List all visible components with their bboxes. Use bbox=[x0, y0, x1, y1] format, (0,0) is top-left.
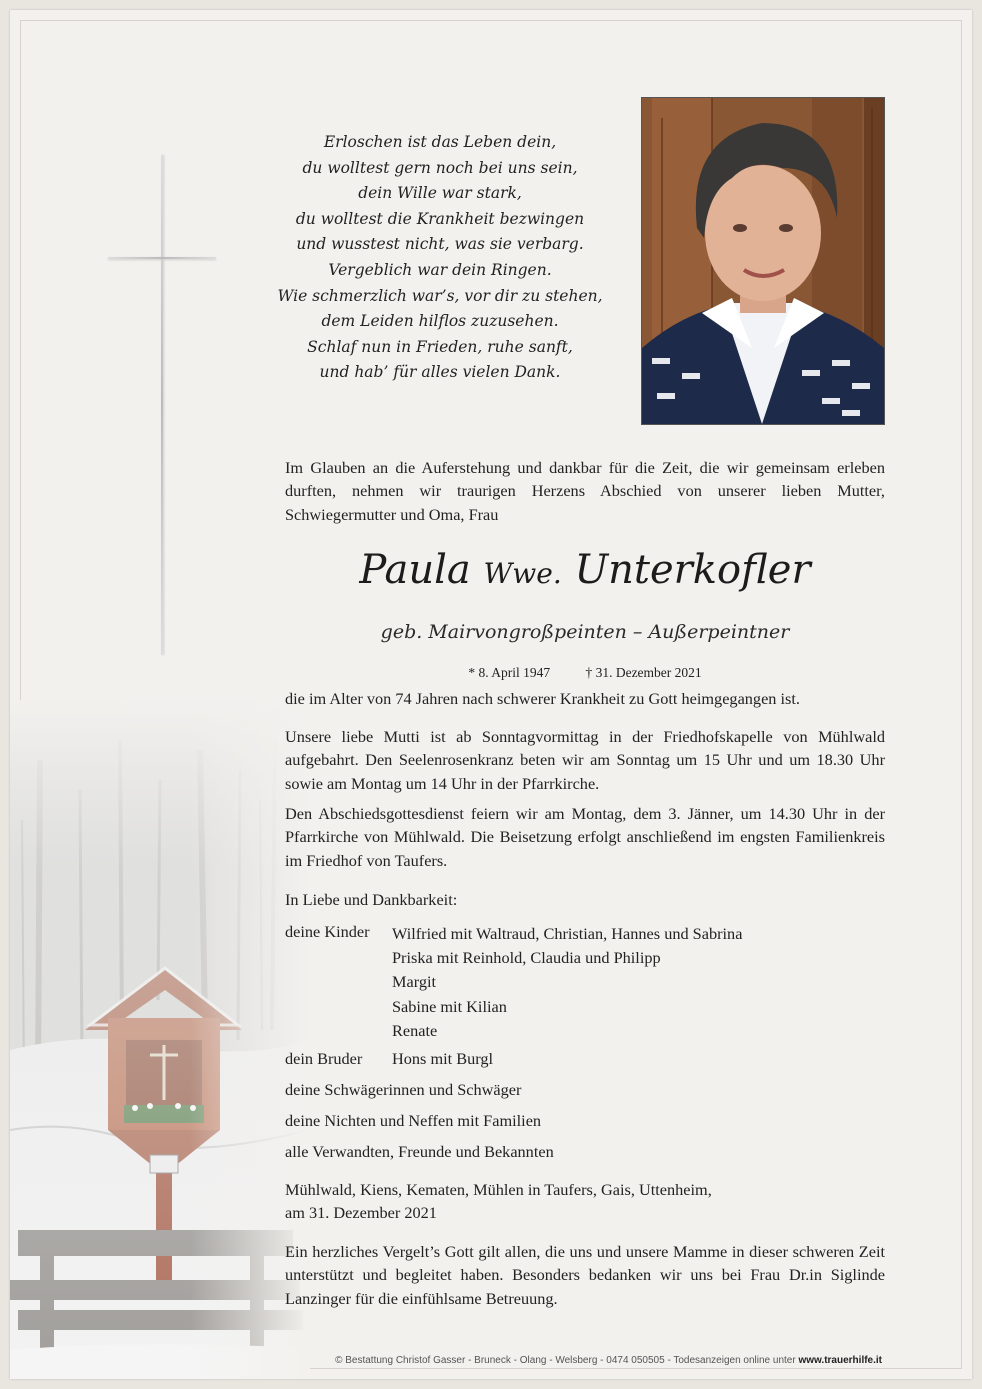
poem-line: dem Leiden hilflos zuzusehen. bbox=[321, 312, 559, 331]
portrait-photo bbox=[641, 97, 885, 425]
place-line: Mühlwald, Kiens, Kematen, Mühlen in Taufers, Gais, Uttenheim, bbox=[285, 1180, 712, 1199]
intro-text: Im Glauben an die Auferstehung und dankbar für die Zeit, die wir gemeinsam erleben durften, nehmen wir traurigen Herzens Abschied von unserer lieben Mutter, Schwiegermutter und Oma, Frau bbox=[285, 458, 885, 524]
last-name: Unterkofler bbox=[574, 547, 811, 593]
kids-row bbox=[285, 922, 392, 942]
brother-name: Hons mit Burgl bbox=[392, 1049, 494, 1068]
wake-text: Unsere liebe Mutti ist ab Sonntagvormittag in der Friedhofskapelle von Mühlwald aufgebahrt. Den Seelenrosenkranz beten wir am Sonntag um 15 Uhr und um 18.30 Uhr sowie am Montag um 14 Uhr in der Pfarrkirche. bbox=[285, 727, 885, 793]
poem-line: Wie schmerzlich war’s, vor dir zu stehen, bbox=[277, 286, 603, 305]
poem-line: dein Wille war stark, bbox=[358, 184, 522, 203]
age-text: die im Alter von 74 Jahren nach schwerer Krankheit zu Gott heimgegangen ist. bbox=[285, 689, 800, 708]
date-line: am 31. Dezember 2021 bbox=[285, 1203, 437, 1223]
obituary-page bbox=[10, 10, 972, 1379]
kids-label: deine Kinder bbox=[285, 922, 370, 941]
inlaws-row: deine Schwägerinnen und Schwäger bbox=[285, 1080, 522, 1099]
nieces-row: deine Nichten und Neffen mit Familien bbox=[285, 1111, 542, 1130]
life-dates bbox=[285, 665, 885, 681]
kid-entry: Renate bbox=[392, 1020, 438, 1040]
place-date bbox=[285, 1178, 712, 1225]
cross-icon bbox=[108, 155, 216, 655]
funeral-text: Den Abschiedsgottesdienst feiern wir am Montag, dem 3. Jänner, um 14.30 Uhr in der Pfarrkirche von Mühlwald. Die Beisetzung erfolgt anschließend im engsten Familienkreis im Friedhof von Taufers. bbox=[285, 804, 885, 870]
footer bbox=[10, 1355, 972, 1366]
thanks-text: Ein herzliches Vergelt’s Gott gilt allen, die uns und unsere Mamme in dieser schweren Zeit unterstützt und begleitet haben. Besonders bedanken wir uns bei Frau Dr.in Siglinde Lanzinger für die einfühlsame Betreuung. bbox=[285, 1242, 885, 1308]
footer-text: © Bestattung Christof Gasser - Bruneck - Olang - Welsberg - 0474 050505 - Todesanzeigen online unter bbox=[335, 1355, 796, 1366]
footer-link[interactable]: www.trauerhilfe.it bbox=[798, 1355, 882, 1366]
poem-line: und wusstest nicht, was sie verbarg. bbox=[296, 235, 584, 254]
kid-entry: Wilfried mit Waltraud, Christian, Hannes und Sabrina bbox=[392, 924, 743, 943]
love-line: In Liebe und Dankbarkeit: bbox=[285, 890, 458, 909]
poem-line: Erloschen ist das Leben dein, bbox=[323, 133, 557, 151]
kids-list bbox=[392, 922, 742, 1043]
brother-row bbox=[285, 1049, 493, 1069]
maiden-name: geb. Mairvongroßpeinten – Außerpeintner bbox=[380, 621, 790, 643]
brother-label: dein Bruder bbox=[285, 1049, 363, 1068]
birth-date: * 8. April 1947 bbox=[468, 665, 551, 680]
poem-line: und hab’ für alles vielen Dank. bbox=[319, 363, 561, 382]
deceased-name bbox=[285, 547, 885, 593]
poem-line: du wolltest gern noch bei uns sein, bbox=[302, 158, 578, 177]
poem-line: du wolltest die Krankheit bezwingen bbox=[295, 209, 585, 228]
relatives-row: alle Verwandten, Freunde und Bekannten bbox=[285, 1142, 554, 1161]
kid-entry: Priska mit Reinhold, Claudia und Philipp bbox=[392, 948, 661, 968]
kid-entry: Sabine mit Kilian bbox=[392, 996, 507, 1016]
winter-shrine-image bbox=[10, 700, 310, 1379]
poem-line: Schlaf nun in Frieden, ruhe sanft, bbox=[307, 337, 573, 356]
first-name: Paula bbox=[359, 547, 471, 593]
widow-title: Wwe. bbox=[483, 557, 562, 590]
death-date: † 31. Dezember 2021 bbox=[585, 665, 702, 680]
poem-line: Vergeblich war dein Ringen. bbox=[328, 260, 552, 279]
poem bbox=[270, 130, 610, 386]
kid-entry: Margit bbox=[392, 972, 437, 992]
